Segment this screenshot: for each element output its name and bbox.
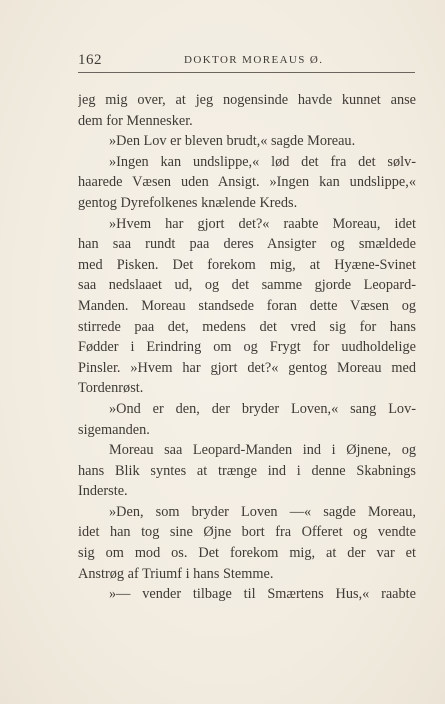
text-line: »Ond er den, der bryder Loven,« sang Lov- xyxy=(109,400,416,417)
text-line: »Den, som bryder Loven —« sagde Moreau, xyxy=(109,503,416,520)
text-line: Inderste. xyxy=(78,483,128,500)
text-line: gentog Dyrefolkenes knælende Kreds. xyxy=(78,194,298,211)
text-line: stirrede paa det, medens det vred sig for hans xyxy=(78,318,416,335)
text-line: med Pisken. Det forekom mig, at Hyæne-Svinet xyxy=(78,256,416,273)
text-line: sig om mod os. Det forekom mig, at der var et xyxy=(78,545,416,562)
text-line: idet han tog sine Øjne bort fra Offeret og vendte xyxy=(78,524,416,541)
text-line: Pinsler. »Hvem har gjort det?« gentog Moreau med xyxy=(78,359,416,376)
page-number: 162 xyxy=(78,52,102,68)
text-line: dem for Mennesker. xyxy=(78,112,193,129)
text-line: han saa rundt paa deres Ansigter og smældede xyxy=(78,236,416,253)
text-line: »Ingen kan undslippe,« lød det fra det sølv- xyxy=(109,153,416,170)
text-line: sigemanden. xyxy=(78,421,150,438)
page-header xyxy=(78,52,416,70)
body-text xyxy=(78,90,416,605)
text-line: »Hvem har gjort det?« raabte Moreau, idet xyxy=(109,215,416,232)
text-line: saa nedslaaet ud, og det samme gjorde Leopard- xyxy=(78,277,416,294)
text-line: »— vender tilbage til Smærtens Hus,« raabte xyxy=(109,586,416,603)
text-line: haarede Væsen uden Ansigt. »Ingen kan undslippe,« xyxy=(78,174,416,191)
header-rule xyxy=(78,72,415,73)
text-line: jeg mig over, at jeg nogensinde havde kunnet anse xyxy=(78,92,416,108)
text-line: Manden. Moreau standsede foran dette Væsen og xyxy=(78,297,416,314)
text-line: »Den Lov er bleven brudt,« sagde Moreau. xyxy=(109,133,356,150)
running-title: DOKTOR MOREAUS Ø. xyxy=(184,54,324,66)
text-line: Anstrøg af Triumf i hans Stemme. xyxy=(78,565,274,582)
text-line: Tordenrøst. xyxy=(78,380,144,397)
text-line: Moreau saa Leopard-Manden ind i Øjnene, og xyxy=(109,442,416,459)
text-line: hans Blik syntes at trænge ind i denne Skabnings xyxy=(78,462,416,479)
text-line: Fødder i Erindring om og Frygt for uudholdelige xyxy=(78,339,416,356)
